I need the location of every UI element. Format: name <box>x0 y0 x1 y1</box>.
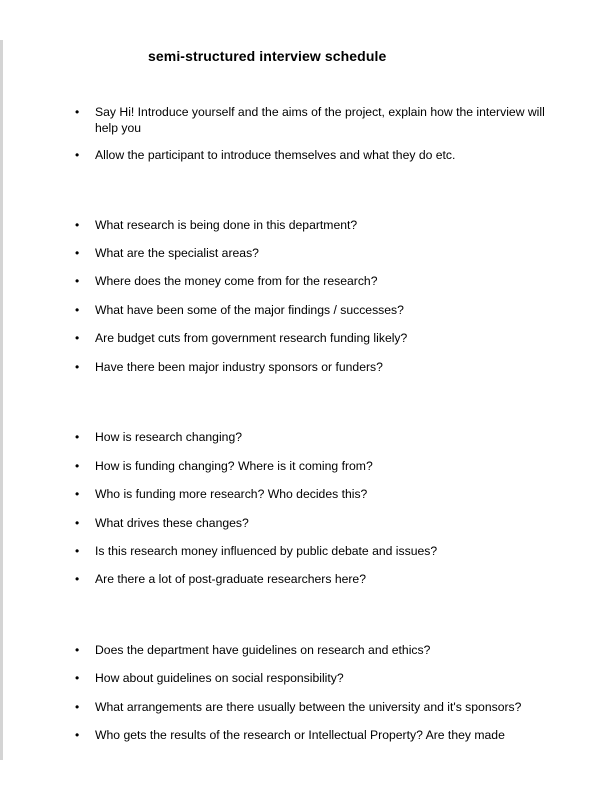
list-item: • What drives these changes? <box>95 515 565 531</box>
list-item: • Have there been major industry sponsors or funders? <box>95 359 565 375</box>
list-item: • Allow the participant to introduce themselves and what they do etc. <box>95 147 565 163</box>
list-item: • Say Hi! Introduce yourself and the aims of the project, explain how the interview will help you <box>95 104 565 136</box>
list-item: • Where does the money come from for the research? <box>95 273 565 289</box>
list-item: • Are there a lot of post-graduate researchers here? <box>95 571 565 587</box>
list-item: • How about guidelines on social responsibility? <box>95 670 565 686</box>
list-item: • Are budget cuts from government research funding likely? <box>95 330 565 346</box>
list-item: • What arrangements are there usually between the university and it's sponsors? <box>95 699 565 715</box>
list-item: • How is research changing? <box>95 429 565 445</box>
list-item: • What have been some of the major findings / successes? <box>95 302 565 318</box>
list-item: • What are the specialist areas? <box>95 245 565 261</box>
list-item: • How is funding changing? Where is it coming from? <box>95 458 565 474</box>
list-item: • Does the department have guidelines on research and ethics? <box>95 642 565 658</box>
list-item: • Who gets the results of the research or Intellectual Property? Are they made <box>95 727 565 743</box>
list-item: • Who is funding more research? Who decides this? <box>95 486 565 502</box>
list-item: • Is this research money influenced by public debate and issues? <box>95 543 565 559</box>
document-title: semi-structured interview schedule <box>148 48 387 64</box>
list-item: • What research is being done in this department? <box>95 217 565 233</box>
